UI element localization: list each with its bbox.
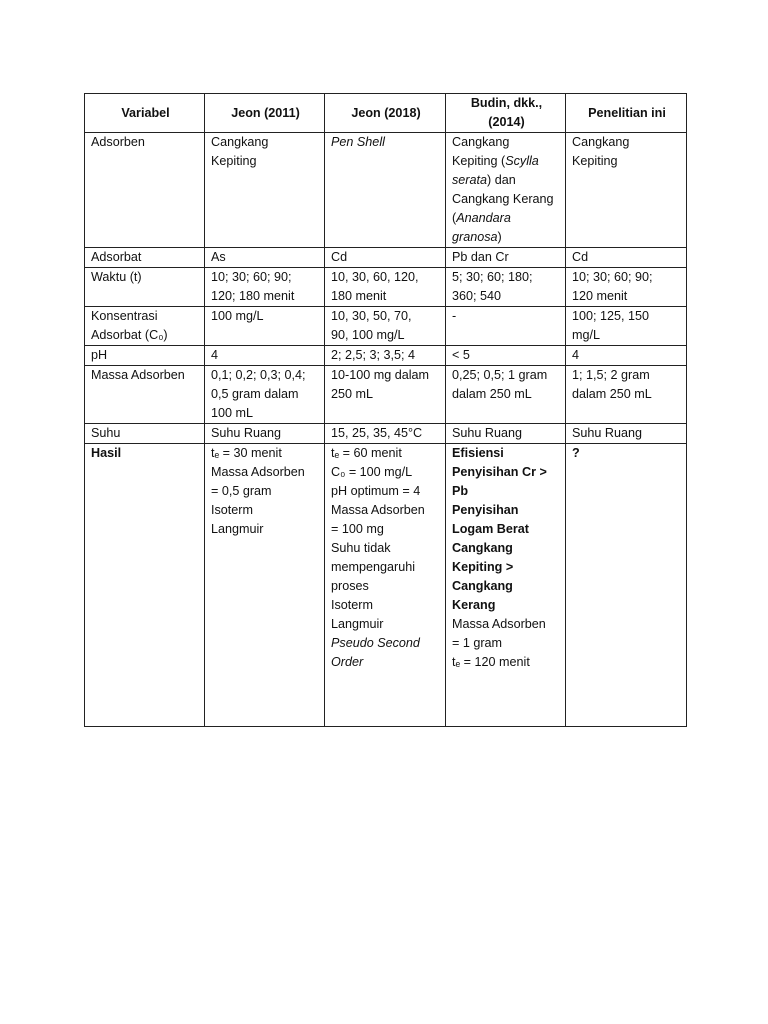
cell-line [331, 482, 441, 501]
cell-text: tₑ = 120 menit [452, 655, 530, 669]
header-jeon-2018: Jeon (2018) [325, 94, 446, 133]
header-budin-line-1: Budin, dkk., [470, 96, 543, 110]
cell-text: Cangkang [452, 579, 513, 593]
cell-line [452, 501, 561, 520]
cell-text: Efisiensi [452, 446, 504, 460]
cell-line [452, 577, 561, 596]
header-row [85, 94, 687, 133]
cell-text: Anandara [456, 211, 511, 225]
cell-ph-jeon2018 [325, 346, 446, 366]
cell-hasil-budin [446, 444, 566, 727]
row-label-ph: pH [85, 346, 205, 366]
cell-line: Suhu Ruang [452, 426, 523, 440]
header-budin-line-2: (2014) [488, 115, 525, 129]
cell-text: Cangkang [452, 135, 510, 149]
cell-line [331, 463, 441, 482]
cell-line: 10, 30, 50, 70, [331, 309, 412, 323]
cell-line [211, 482, 320, 501]
cell-line: dalam 250 mL [452, 387, 532, 401]
cell-waktu-penelitian [566, 268, 687, 307]
cell-line [452, 228, 561, 247]
cell-text: Order [331, 655, 364, 669]
cell-line: 5; 30; 60; 180; [452, 270, 533, 284]
cell-line: 0,1; 0,2; 0,3; 0,4; [211, 368, 306, 382]
cell-line: 100 mg/L [211, 309, 264, 323]
cell-text: ( [452, 211, 457, 225]
comparison-table [84, 93, 687, 727]
cell-ph-jeon2011 [205, 346, 325, 366]
cell-text: Isoterm [211, 503, 253, 517]
cell-text: Logam Berat [452, 522, 529, 536]
cell-waktu-jeon2011 [205, 268, 325, 307]
cell-line [331, 501, 441, 520]
cell-text: Kepiting ( [452, 154, 506, 168]
cell-line: 10-100 mg dalam [331, 368, 430, 382]
cell-line: Kepiting [211, 154, 257, 168]
cell-line: 120; 180 menit [211, 289, 295, 303]
cell-text: Pseudo Second [331, 636, 420, 650]
cell-text: Pb [452, 484, 469, 498]
cell-adsorben-jeon2018: Pen Shell [325, 133, 446, 248]
cell-text: pH optimum = 4 [331, 484, 421, 498]
cell-text: Penyisihan Cr > [452, 465, 547, 479]
cell-line: 0,25; 0,5; 1 gram [452, 368, 548, 382]
header-penelitian-ini: Penelitian ini [566, 94, 687, 133]
cell-line: 10; 30; 60; 90; [572, 270, 653, 284]
header-variabel: Variabel [85, 94, 205, 133]
cell-line: 360; 540 [452, 289, 502, 303]
cell-line [211, 444, 320, 463]
cell-text: Langmuir [211, 522, 264, 536]
cell-line [452, 133, 561, 152]
cell-line: mg/L [572, 328, 600, 342]
cell-line [331, 444, 441, 463]
cell-adsorben-budin [446, 133, 566, 248]
cell-line [452, 482, 561, 501]
cell-line: Kepiting [572, 154, 618, 168]
cell-line: - [452, 309, 457, 323]
cell-line [331, 653, 441, 672]
cell-line [331, 558, 441, 577]
cell-line: 90, 100 mg/L [331, 328, 405, 342]
cell-line: Suhu Ruang [211, 426, 282, 440]
cell-text: Langmuir [331, 617, 384, 631]
cell-line: Adsorbat (C₀) [91, 328, 168, 342]
cell-text: Suhu tidak [331, 541, 391, 555]
cell-line: Cangkang [572, 135, 630, 149]
cell-line: 120 menit [572, 289, 628, 303]
cell-line [331, 634, 441, 653]
cell-massa-jeon2018 [325, 366, 446, 424]
table-row [85, 366, 687, 424]
cell-text: Massa Adsorben [211, 465, 305, 479]
cell-line: 1; 1,5; 2 gram [572, 368, 650, 382]
cell-adsorben-penelitian [566, 133, 687, 248]
cell-massa-budin [446, 366, 566, 424]
table-row [85, 424, 687, 444]
cell-adsorbat-jeon2011 [205, 248, 325, 268]
cell-text: Cangkang [452, 541, 513, 555]
cell-text: = 1 gram [452, 636, 503, 650]
cell-line: 4 [211, 348, 219, 362]
cell-adsorben-jeon2011 [205, 133, 325, 248]
cell-line: Pb dan Cr [452, 250, 509, 264]
cell-waktu-budin [446, 268, 566, 307]
cell-line [452, 653, 561, 672]
cell-text: proses [331, 579, 369, 593]
cell-line: 4 [572, 348, 580, 362]
cell-line: Cangkang [211, 135, 269, 149]
cell-adsorbat-penelitian [566, 248, 687, 268]
cell-text: ) [497, 230, 502, 244]
cell-line: dalam 250 mL [572, 387, 652, 401]
row-label-konsentrasi [85, 307, 205, 346]
table-row [85, 268, 687, 307]
cell-line: Konsentrasi [91, 309, 158, 323]
cell-konsentrasi-jeon2011 [205, 307, 325, 346]
cell-ph-penelitian [566, 346, 687, 366]
cell-line [452, 539, 561, 558]
cell-line [452, 171, 561, 190]
cell-suhu-budin [446, 424, 566, 444]
cell-text: granosa [452, 230, 498, 244]
cell-text: serata [452, 173, 488, 187]
cell-line: Suhu Ruang [572, 426, 643, 440]
cell-text: Penyisihan [452, 503, 519, 517]
cell-adsorbat-budin [446, 248, 566, 268]
table-row [85, 444, 687, 727]
cell-text: Isoterm [331, 598, 373, 612]
cell-line [211, 501, 320, 520]
cell-text: Massa Adsorben [331, 503, 425, 517]
cell-waktu-jeon2018 [325, 268, 446, 307]
cell-ph-budin [446, 346, 566, 366]
table-row [85, 346, 687, 366]
cell-line [452, 190, 561, 209]
cell-text: ) dan [487, 173, 516, 187]
cell-line: 180 menit [331, 289, 387, 303]
cell-text: = 0,5 gram [211, 484, 272, 498]
cell-hasil-jeon2018 [325, 444, 446, 727]
cell-text: = 100 mg [331, 522, 384, 536]
row-label-massa: Massa Adsorben [85, 366, 205, 424]
row-label-hasil: Hasil [85, 444, 205, 727]
cell-line [452, 634, 561, 653]
cell-suhu-jeon2011 [205, 424, 325, 444]
cell-line [331, 596, 441, 615]
cell-line [452, 152, 561, 171]
cell-line: 0,5 gram dalam [211, 387, 299, 401]
header-budin-2014 [446, 94, 566, 133]
cell-line [331, 539, 441, 558]
cell-line: As [211, 250, 226, 264]
cell-massa-penelitian [566, 366, 687, 424]
cell-line [452, 463, 561, 482]
row-label-waktu: Waktu (t) [85, 268, 205, 307]
cell-line: 15, 25, 35, 45°C [331, 426, 423, 440]
cell-text: C₀ = 100 mg/L [331, 465, 413, 479]
cell-massa-jeon2011 [205, 366, 325, 424]
cell-line [211, 463, 320, 482]
cell-line: 2; 2,5; 3; 3,5; 4 [331, 348, 416, 362]
cell-text: tₑ = 60 menit [331, 446, 402, 460]
row-label-adsorben: Adsorben [85, 133, 205, 248]
cell-line [331, 615, 441, 634]
cell-line [452, 615, 561, 634]
cell-line [452, 558, 561, 577]
table-row [85, 307, 687, 346]
cell-konsentrasi-jeon2018 [325, 307, 446, 346]
cell-text: Kepiting > [452, 560, 514, 574]
cell-konsentrasi-budin [446, 307, 566, 346]
cell-line: 100; 125, 150 [572, 309, 650, 323]
cell-text: Cangkang Kerang [452, 192, 554, 206]
cell-text: mempengaruhi [331, 560, 416, 574]
cell-line [211, 520, 320, 539]
cell-line: 10, 30, 60, 120, [331, 270, 419, 284]
cell-line: 100 mL [211, 406, 254, 420]
cell-line: Cd [331, 250, 348, 264]
cell-hasil-jeon2011 [205, 444, 325, 727]
cell-line: Cd [572, 250, 589, 264]
cell-suhu-jeon2018 [325, 424, 446, 444]
cell-line: < 5 [452, 348, 470, 362]
cell-konsentrasi-penelitian [566, 307, 687, 346]
cell-line [452, 596, 561, 615]
cell-line [452, 444, 561, 463]
cell-suhu-penelitian [566, 424, 687, 444]
cell-line [331, 577, 441, 596]
cell-text: tₑ = 30 menit [211, 446, 282, 460]
table-row [85, 133, 687, 248]
table-row [85, 248, 687, 268]
row-label-suhu: Suhu [85, 424, 205, 444]
cell-line: 250 mL [331, 387, 374, 401]
cell-text: Massa Adsorben [452, 617, 546, 631]
cell-text: Kerang [452, 598, 496, 612]
cell-line: 10; 30; 60; 90; [211, 270, 292, 284]
cell-line [452, 209, 561, 228]
cell-hasil-penelitian: ? [566, 444, 687, 727]
cell-text: Scylla [505, 154, 539, 168]
header-jeon-2011: Jeon (2011) [205, 94, 325, 133]
row-label-adsorbat: Adsorbat [85, 248, 205, 268]
cell-line [331, 520, 441, 539]
cell-line [452, 520, 561, 539]
cell-adsorbat-jeon2018 [325, 248, 446, 268]
